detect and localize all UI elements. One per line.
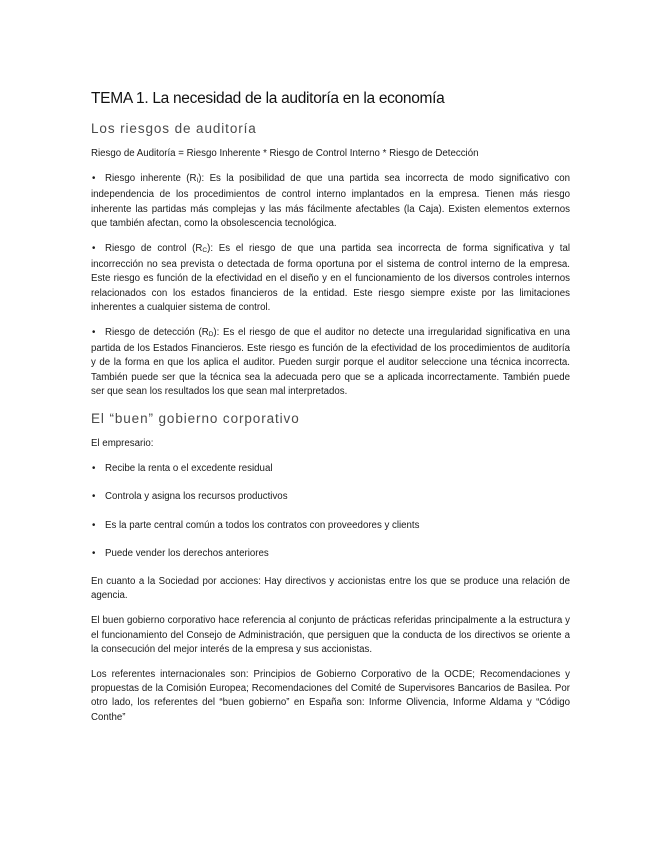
bullet-icon: •: [92, 491, 96, 503]
bullet-lead: Riesgo de control (R: [105, 243, 203, 255]
paragraph-sociedad-acciones: En cuanto a la Sociedad por acciones: Hay directivos y accionistas entre los que se produce una relación de agencia.: [91, 576, 570, 602]
bullet-text: ): Es la posibilidad de que una partida sea incorrecta de modo significativo con independencia de los procedimientos de control interno implantados en la empresa. Tienen más riesgo inherente las partidas más complejas y las más fácilmente afectables (la Caja). Existen elementos externos que también afectan, como la obsolescencia tecnológica.: [91, 173, 570, 229]
risk-formula: Riesgo de Auditoría = Riesgo Inherente * Riesgo de Control Interno * Riesgo de Detección: [91, 148, 479, 159]
bullet-subscript: D: [208, 331, 214, 339]
bullet-icon: •: [92, 243, 96, 255]
paragraph-referentes: Los referentes internacionales son: Principios de Gobierno Corporativo de la OCDE; Recomendaciones y propuestas de la Comisión Europea; Recomendaciones del Comité de Supervisores Bancarios de Basilea. Por otro lado, los referentes del “buen gobierno” en España son: Informe Olivencia, Informe Aldama y “Código Conthe”: [91, 669, 570, 723]
bullet-riesgo-deteccion: [91, 326, 570, 399]
list-item: • Es la parte central común a todos los contratos con proveedores y clients: [91, 519, 570, 533]
bullet-icon: •: [92, 519, 96, 531]
bullet-icon: •: [92, 173, 96, 185]
page-title: TEMA 1. La necesidad de la auditoría en la economía: [91, 90, 445, 107]
list-item: • Puede vender los derechos anteriores: [91, 547, 570, 561]
bullet-lead: Riesgo de detección (R: [105, 327, 209, 339]
list-item: • Recibe la renta o el excedente residual: [91, 462, 570, 476]
section-heading-riesgos: Los riesgos de auditoría: [91, 121, 257, 136]
bullet-icon: •: [92, 547, 96, 559]
bullet-subscript: I: [196, 177, 199, 185]
paragraph-buen-gobierno: El buen gobierno corporativo hace referencia al conjunto de prácticas referidas principalmente a la estructura y el funcionamiento del Consejo de Administración, que persiguen que la conducta de los directivos se oriente a la consecución del mejor interés de la empresa y sus accionistas.: [91, 615, 570, 655]
bullet-lead: Riesgo inherente (R: [105, 173, 197, 185]
bullet-icon: •: [92, 463, 96, 475]
bullet-icon: •: [92, 327, 96, 339]
bullet-text: ): Es el riesgo de que el auditor no detecte una irregularidad significativa en una partida de los Estados Financieros. Este riesgo es función de la efectividad de los procedimientos de auditoría y de la forma en que los aplica el auditor. Pueden surgir porque el auditor seleccione una técnica incorrecta. También puede ser que la técnica sea la adecuada pero que se a aplicada incorrectamente. También puede ser que sean los resultados los que sean mal interpretados.: [91, 327, 570, 397]
bullet-riesgo-control: [91, 242, 570, 315]
intro-empresario: El empresario:: [91, 438, 154, 450]
section-heading-gobierno: El “buen” gobierno corporativo: [91, 411, 300, 427]
empresario-list: [91, 462, 570, 561]
list-item: • Controla y asigna los recursos productivos: [91, 490, 570, 504]
bullet-riesgo-inherente: [91, 172, 570, 231]
bullet-text: ): Es el riesgo de que una partida sea incorrecta de forma significativa y tal incorrección no sea prevista o detectada de forma oportuna por el sistema de control interno de la empresa. Este riesgo es función de la efectividad en el diseño y en el funcionamiento de los diversos controles internos relacionados con los estados financieros de la entidad. Este riesgo siempre existe por las limitaciones inherentes a cualquier sistema de control.: [91, 243, 570, 313]
bullet-subscript: C: [202, 247, 208, 255]
